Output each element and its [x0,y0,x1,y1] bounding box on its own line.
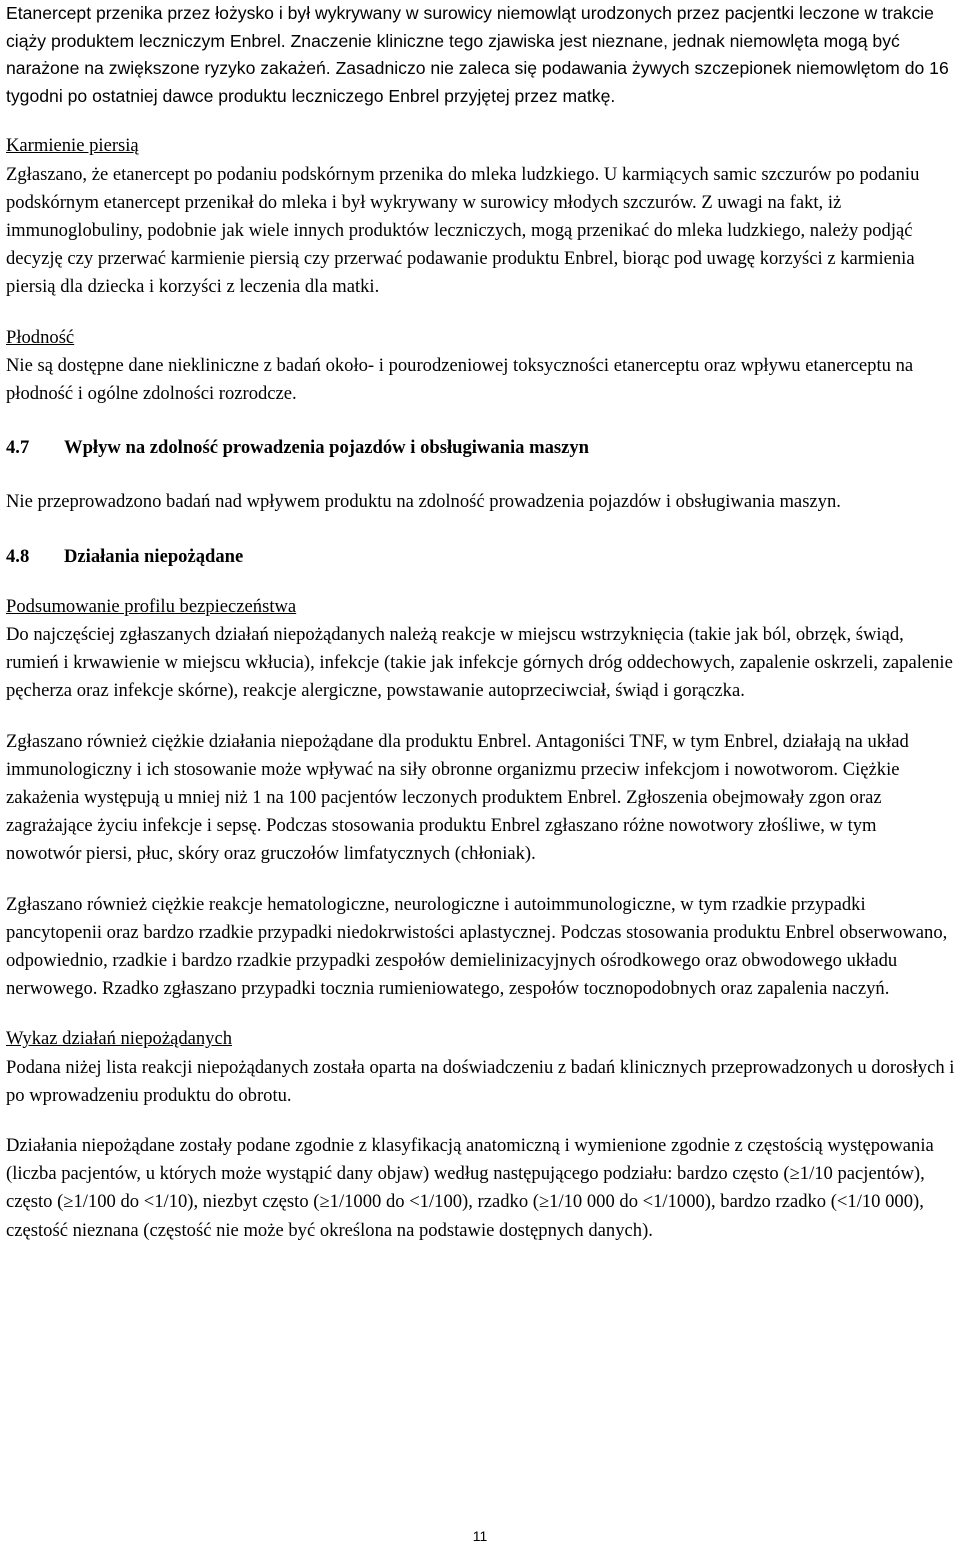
section-4-8-title: Działania niepożądane [64,545,244,567]
section-4-7-title: Wpływ na zdolność prowadzenia pojazdów i obsługiwania maszyn [64,437,590,459]
section-4-8-heading [6,543,956,571]
section-4-7-number: 4.7 [6,437,30,459]
breastfeeding-heading: Karmienie piersią [6,135,139,157]
adverse-reactions-list-paragraph-2: Działania niepożądane zostały podane zgodnie z klasyfikacją anatomiczną i wymienione zgodnie z częstością występowania (liczba pacjentów, u których może wystąpić dany objaw) według następującego podziału: bardzo często (≥1/10 pacjentów), często (≥1/100 do <1/10), niezbyt często (≥1/1000 do <1/100), rzadko (≥1/10 000 do <1/1000), bardzo rzadko (<1/10 000), częstość nieznana (częstość nie może być określona na podstawie dostępnych danych). [6,1135,934,1241]
intro-paragraph: Etanercept przenika przez łożysko i był wykrywany w surowicy niemowląt urodzonych przez pacjentki leczone w trakcie ciąży produktem leczniczym Enbrel. Znaczenie kliniczne tego zjawiska jest nieznane, jednak niemowlęta mogą być narażone na zwiększone ryzyko zakażeń. Zasadniczo nie zaleca się podawania żywych szczepionek niemowlętom do 16 tygodni po ostatniej dawce produktu leczniczego Enbrel przyjętej przez matkę. [6,3,949,106]
fertility-heading: Płodność [6,326,75,348]
adverse-reactions-list-paragraph-1: Podana niżej lista reakcji niepożądanych została oparta na doświadczeniu z badań klinicznych przeprowadzonych u dorosłych i po wprowadzeniu produktu do obrotu. [6,1056,955,1106]
safety-summary-paragraph-3: Zgłaszano również ciężkie reakcje hematologiczne, neurologiczne i autoimmunologiczne, w tym rzadkie przypadki pancytopenii oraz bardzo rzadkie przypadki niedokrwistości aplastycznej. Podczas stosowania produktu Enbrel obserwowano, odpowiednio, rzadkie i bardzo rzadkie przypadki zespołów demielinizacyjnych ośrodkowego oraz obwodowego układu nerwowego. Rzadko zgłaszano przypadki tocznia rumieniowatego, zespołów tocznopodobnych oraz zapalenia naczyń. [6,893,948,1000]
section-4-8-number: 4.8 [6,545,30,567]
adverse-reactions-list-heading: Wykaz działań niepożądanych [6,1028,233,1050]
section-4-7-heading [6,434,956,462]
page-number: 11 [472,1528,488,1544]
safety-summary-paragraph-1: Do najczęściej zgłaszanych działań niepożądanych należą reakcje w miejscu wstrzyknięcia (takie jak ból, obrzęk, świąd, rumień i krwawienie w miejscu wkłucia), infekcje (takie jak infekcje górnych dróg oddechowych, zapalenie oskrzeli, zapalenie pęcherza oraz infekcje skórne), reakcje alergiczne, powstawanie autoprzeciwciał, świąd i gorączka. [6,624,953,702]
safety-summary-heading: Podsumowanie profilu bezpieczeństwa [6,595,297,617]
safety-summary-paragraph-2: Zgłaszano również ciężkie działania niepożądane dla produktu Enbrel. Antagoniści TNF, w tym Enbrel, działają na układ immunologiczny i ich stosowanie może wpływać na siły obronne organizmu przeciw infekcjom i nowotworom. Ciężkie zakażenia występują u mniej niż 1 na 100 pacjentów leczonych produktem Enbrel. Zgłoszenia obejmowały zgon oraz zagrażające życiu infekcje i sepsę. Podczas stosowania produktu Enbrel zgłaszano różne nowotwory złośliwe, w tym nowotwór piersi, płuc, skóry oraz gruczołów limfatycznych (chłoniak). [6,730,909,865]
fertility-paragraph: Nie są dostępne dane niekliniczne z badań około- i pourodzeniowej toksyczności etanerceptu oraz wpływu etanerceptu na płodność i ogólne zdolności rozrodcze. [6,354,914,404]
section-4-7-paragraph: Nie przeprowadzono badań nad wpływem produktu na zdolność prowadzenia pojazdów i obsługiwania maszyn. [6,491,841,513]
breastfeeding-paragraph: Zgłaszano, że etanercept po podaniu podskórnym przenika do mleka ludzkiego. U karmiących samic szczurów po podaniu podskórnym etanercept przenikał do mleka i był wykrywany w surowicy młodych szczurów. Z uwagi na fakt, iż immunoglobuliny, podobnie jak wiele innych produktów leczniczych, mogą przenikać do mleka ludzkiego, należy podjąć decyzję czy przerwać karmienie piersią czy przerwać podawanie produktu Enbrel, biorąc pod uwagę korzyści z karmienia piersią dla dziecka i korzyści z leczenia dla matki. [6,163,920,298]
document-page [6,0,956,1245]
